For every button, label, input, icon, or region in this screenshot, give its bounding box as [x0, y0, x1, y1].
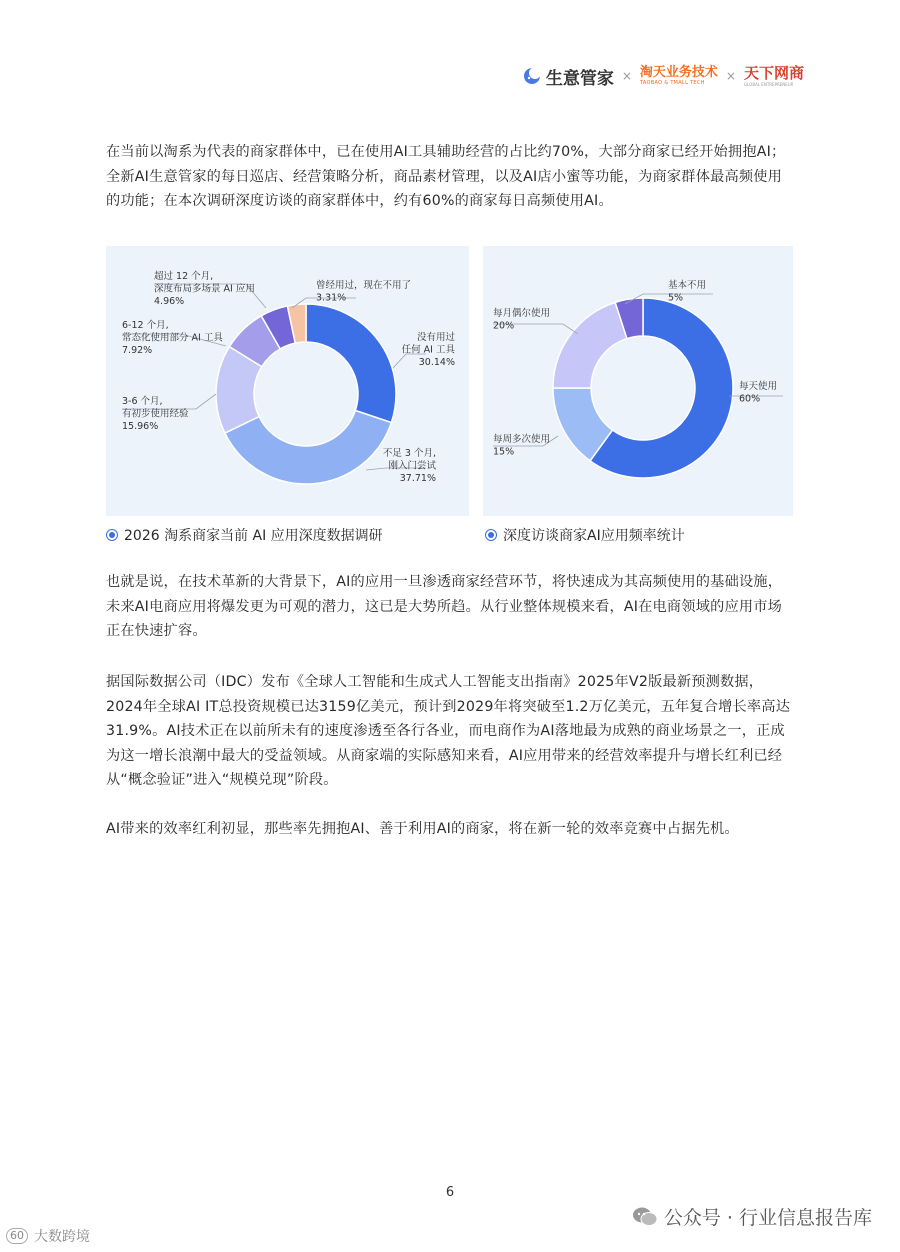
slice-category-label: 没有用过 [416, 332, 455, 343]
slice-category-label: 曾经用过，现在不用了 [316, 280, 412, 291]
donut-slice [553, 302, 627, 388]
moon-logo-icon [522, 66, 542, 86]
radio-bullet-icon [485, 529, 497, 541]
dashu-logo-icon: 60 [6, 1228, 28, 1244]
dashu-watermark-text: 大数跨境 [34, 1229, 90, 1245]
slice-category-label: 刚入门尝试 [388, 460, 436, 472]
slice-value-label: 60% [739, 393, 761, 405]
slice-value-label: 5% [668, 292, 684, 304]
slice-value-label: 15% [493, 446, 515, 458]
caption-left-text: 2026 淘系商家当前 AI 应用深度数据调研 [124, 528, 383, 544]
caption-right [485, 525, 685, 545]
slice-category-label: 有初步使用经验 [122, 408, 189, 420]
brand-taobao [640, 66, 718, 86]
slice-value-label: 37.71% [399, 473, 436, 484]
brand-tianxia-sublabel: GLOBAL ENTREPRENEUR [743, 81, 794, 87]
caption-left [106, 525, 383, 545]
slice-category-label: 深度布局多场景 AI 应用 [154, 283, 255, 295]
conclusion-paragraph: AI带来的效率红利初显，那些率先拥抱AI、善于利用AI的商家，将在新一轮的效率竞赛中占据先机。 [106, 821, 739, 837]
page-number: 6 [445, 1185, 455, 1200]
chart-ai-usage-frequency [483, 246, 793, 516]
brand-tianxia-label: 天下网商 [743, 63, 804, 82]
brand-main-label: 生意管家 [545, 68, 614, 89]
dashu-watermark [6, 1226, 90, 1246]
slice-category-label: 任何 AI 工具 [401, 344, 455, 356]
slice-category-label: 每周多次使用 [493, 434, 551, 445]
radio-bullet-icon [106, 529, 118, 541]
donut-chart-usage-frequency [483, 246, 793, 516]
slice-category-label: 每天使用 [739, 381, 778, 392]
slice-value-label: 20% [493, 320, 515, 332]
trend-paragraph: 也就是说，在技术革新的大背景下，AI的应用一旦渗透商家经营环节，将快速成为其高频使用的基础设施，未来AI电商应用将爆发更为可观的潜力，这已是大势所趋。从行业整体规模来看，AI在电商领域的应用市场正在快速扩容。 [106, 574, 783, 639]
donut-slice [306, 304, 396, 423]
slice-value-label: 15.96% [122, 421, 159, 432]
header-brands [522, 62, 804, 90]
brand-shengyi-guanjia [522, 64, 614, 89]
brand-separator: × [621, 69, 632, 83]
slice-value-label: 30.14% [418, 357, 455, 368]
slice-value-label: 3.31% [316, 292, 347, 304]
slice-value-label: 7.92% [122, 345, 153, 356]
brand-separator: × [725, 69, 736, 83]
brand-tianxia [743, 63, 804, 87]
wechat-icon [632, 1206, 658, 1228]
donut-chart-usage-depth [106, 246, 469, 516]
chart-ai-usage-depth [106, 246, 469, 516]
slice-category-label: 6-12 个月, [122, 320, 169, 331]
caption-right-text: 深度访谈商家AI应用频率统计 [503, 528, 685, 544]
wechat-watermark [632, 1203, 872, 1230]
brand-taobao-sublabel: TAOBAO & TMALL TECH [639, 80, 705, 86]
slice-category-label: 基本不用 [668, 280, 707, 291]
slice-category-label: 超过 12 个月, [154, 271, 214, 282]
slice-value-label: 4.96% [154, 296, 185, 307]
slice-category-label: 不足 3 个月, [382, 448, 436, 459]
intro-paragraph: 在当前以淘系为代表的商家群体中，已在使用AI工具辅助经营的占比约70%，大部分商家已经开始拥抱AI；全新AI生意管家的每日巡店、经营策略分析，商品素材管理，以及AI店小蜜等功能，为商家群体最高频使用的功能；在本次调研深度访谈的商家群体中，约有60%的商家每日高频使用AI。 [106, 144, 786, 209]
slice-category-label: 常态化使用部分 AI 工具 [122, 332, 223, 344]
slice-category-label: 3-6 个月, [122, 396, 163, 407]
wechat-watermark-text: 公众号 · 行业信息报告库 [663, 1207, 872, 1229]
slice-category-label: 每月偶尔使用 [493, 308, 551, 319]
idc-paragraph: 据国际数据公司（IDC）发布《全球人工智能和生成式人工智能支出指南》2025年V2版最新预测数据，2024年全球AI IT总投资规模已达3159亿美元，预计到2029年将突破至1.2万亿美元，五年复合增长率高达31.9%。AI技术正在以前所未有的速度渗透至各行各业，而电商作为AI落地最为成熟的商业场景之一，正成为这一增长浪潮中最大的受益领域。从商家端的实际感知来看，AI应用带来的经营效率提升与增长红利已经从“概念验证”进入“规模兑现”阶段。 [106, 674, 791, 788]
brand-taobao-label: 淘天业务技术 [639, 65, 718, 80]
